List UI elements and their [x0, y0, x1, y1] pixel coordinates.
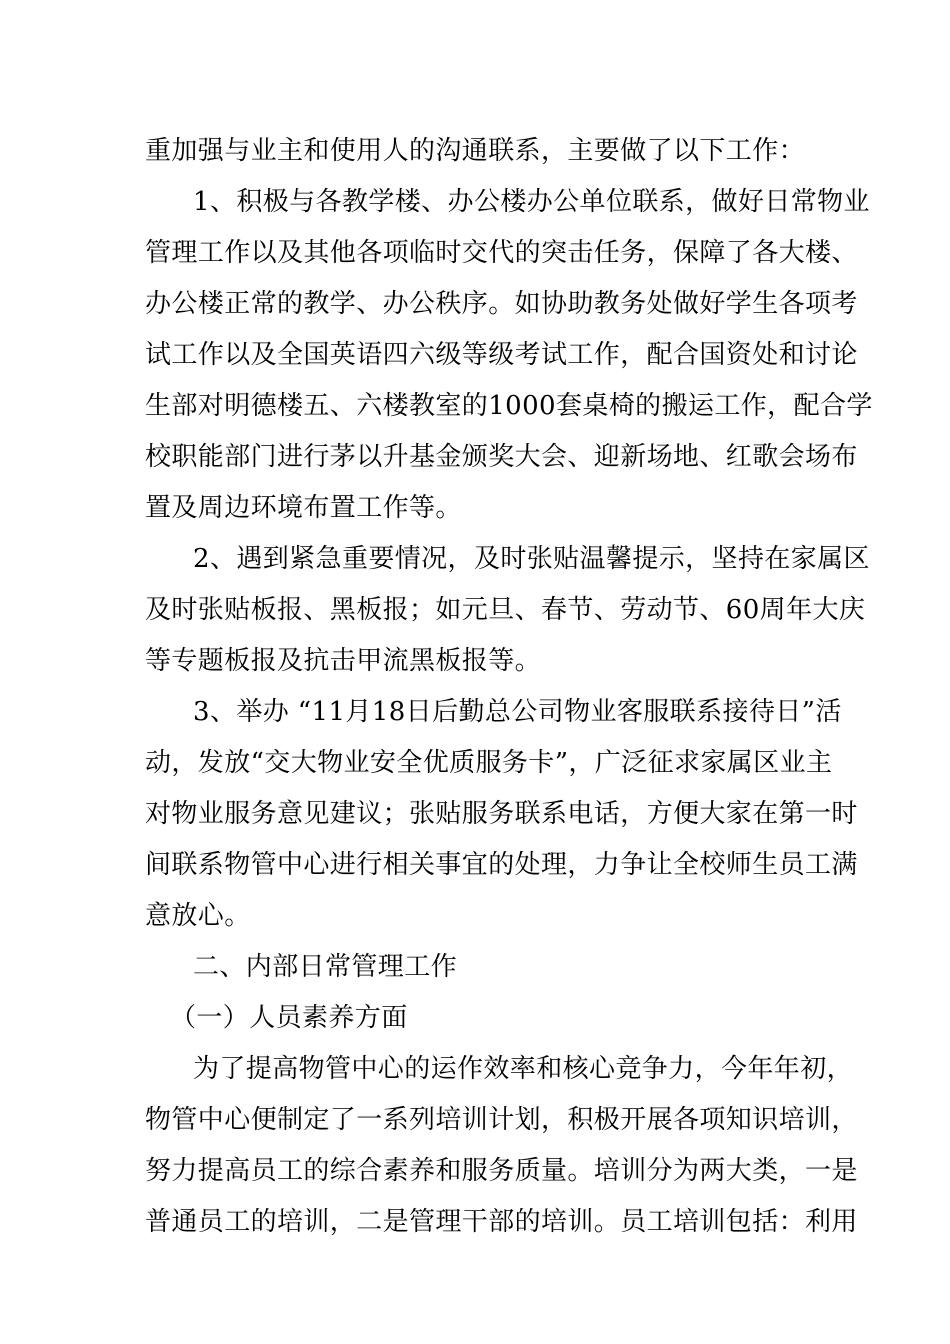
list-item-2: 2、遇到紧急重要情况，及时张贴温馨提示，坚持在家属区 [193, 544, 870, 574]
list-item-3: 3、举办 “11月18日后勤总公司物业客服联系接待日”活 [193, 697, 842, 727]
text-line: 管理工作以及其他各项临时交代的突击任务，保障了各大楼、 [145, 238, 858, 268]
text-line: 及时张贴板报、黑板报；如元旦、春节、劳动节、60周年大庆 [145, 595, 866, 625]
text-line: 置及周边环境布置工作等。 [145, 493, 462, 523]
text-line: 动，发放“交大物业安全优质服务卡”，广泛征求家属区业主 [145, 748, 833, 778]
text-line: 生部对明德楼五、六楼教室的1000套桌椅的搬运工作，配合学 [145, 391, 873, 421]
text-line: 校职能部门进行茅以升基金颁奖大会、迎新场地、红歌会场布 [145, 442, 858, 472]
text-line: 意放心。 [145, 901, 251, 931]
subsection-heading: （一）人员素养方面 [170, 1003, 408, 1033]
text-line: 普通员工的培训，二是管理干部的培训。员工培训包括：利用 [145, 1207, 858, 1237]
text-line: 等专题板报及抗击甲流黑板报等。 [145, 646, 542, 676]
list-item-1: 1、积极与各教学楼、办公楼办公单位联系，做好日常物业 [193, 187, 870, 217]
text-line: 试工作以及全国英语四六级等级考试工作，配合国资处和讨论 [145, 340, 858, 370]
text-line: 努力提高员工的综合素养和服务质量。培训分为两大类，一是 [145, 1156, 858, 1186]
text-line: 对物业服务意见建议；张贴服务联系电话，方便大家在第一时 [145, 799, 858, 829]
text-line: 物管中心便制定了一系列培训计划，积极开展各项知识培训， [145, 1105, 858, 1135]
text-line: 重加强与业主和使用人的沟通联系，主要做了以下工作： [145, 136, 806, 166]
text-line: 办公楼正常的教学、办公秩序。如协助教务处做好学生各项考 [145, 289, 858, 319]
section-heading: 二、内部日常管理工作 [193, 952, 458, 982]
paragraph-start: 为了提高物管中心的运作效率和核心竞争力，今年年初， [193, 1054, 854, 1084]
text-line: 间联系物管中心进行相关事宜的处理，力争让全校师生员工满 [145, 850, 858, 880]
